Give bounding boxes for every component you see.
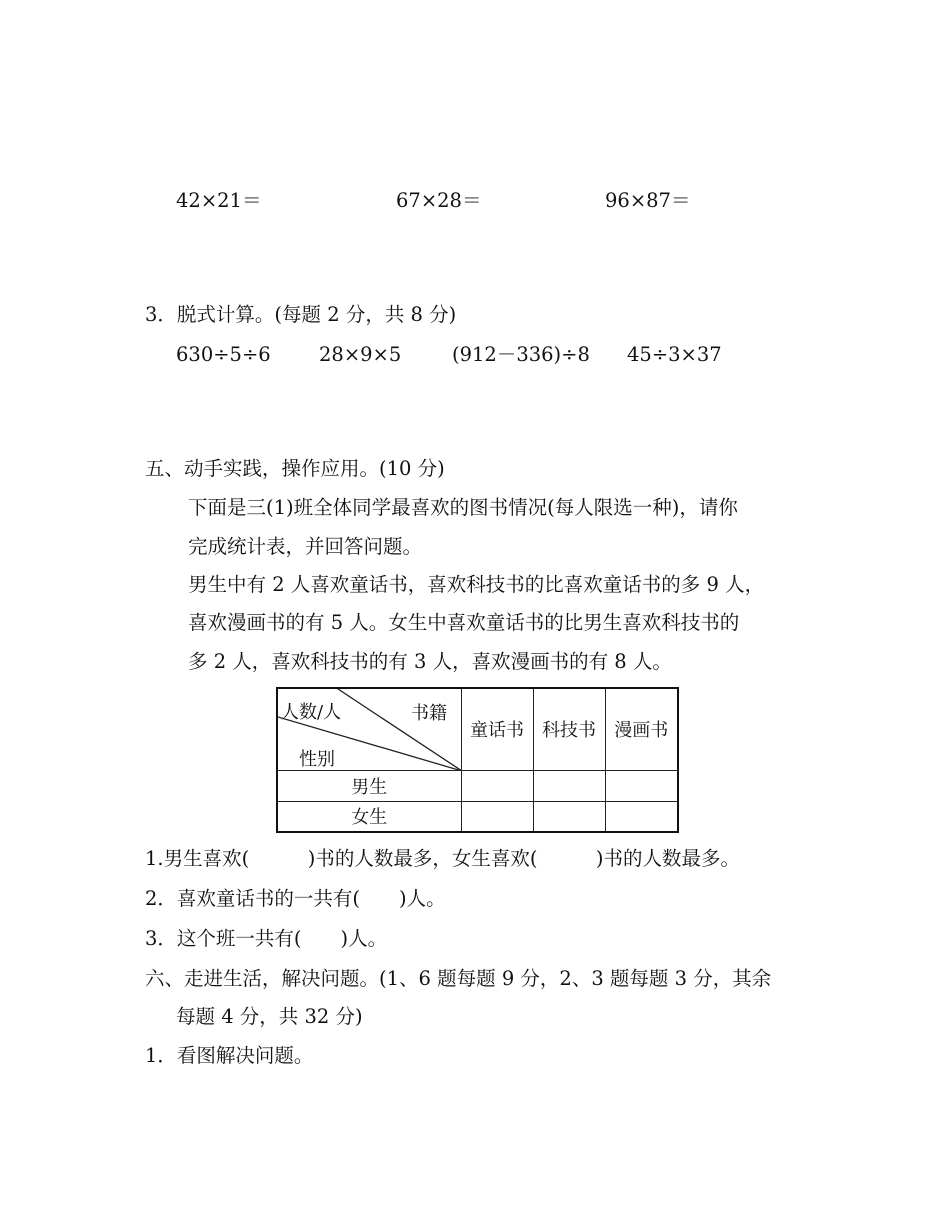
column-header-fairy-tale: 童话书 xyxy=(461,688,533,770)
calc-item-2: 67×28＝ xyxy=(396,189,482,212)
section5-heading: 五、动手实践，操作应用。(10 分) xyxy=(145,457,445,480)
table-cell-boys-comics[interactable] xyxy=(605,770,678,801)
row-header-girls: 女生 xyxy=(277,801,461,832)
table-cell-girls-fairy-tale[interactable] xyxy=(461,801,533,832)
section5-para-line-4: 喜欢漫画书的有 5 人。女生中喜欢童话书的比男生喜欢科技书的 xyxy=(188,611,740,634)
q3-heading: 3．脱式计算。(每题 2 分，共 8 分) xyxy=(145,303,457,326)
table-row xyxy=(277,801,678,832)
table-row xyxy=(277,770,678,801)
corner-label-books: 书籍 xyxy=(411,703,447,724)
table-cell-girls-comics[interactable] xyxy=(605,801,678,832)
table-cell-boys-fairy-tale[interactable] xyxy=(461,770,533,801)
column-header-science: 科技书 xyxy=(533,688,605,770)
section5-para-line-5: 多 2 人，喜欢科技书的有 3 人，喜欢漫画书的有 8 人。 xyxy=(188,650,672,673)
section6-heading-line-2: 每题 4 分，共 32 分) xyxy=(176,1005,363,1028)
section5-question-1: 1.男生喜欢( )书的人数最多，女生喜欢( )书的人数最多。 xyxy=(145,847,741,870)
section5-para-line-1: 下面是三(1)班全体同学最喜欢的图书情况(每人限选一种)，请你 xyxy=(188,496,738,519)
section5-question-3: 3．这个班一共有( )人。 xyxy=(145,927,388,950)
table-cell-boys-science[interactable] xyxy=(533,770,605,801)
section5-question-2: 2．喜欢童话书的一共有( )人。 xyxy=(145,887,446,910)
table-cell-girls-science[interactable] xyxy=(533,801,605,832)
corner-label-gender: 性别 xyxy=(299,749,335,770)
q3-item-3: (912－336)÷8 xyxy=(452,343,590,366)
row-header-boys: 男生 xyxy=(277,770,461,801)
q3-item-1: 630÷5÷6 xyxy=(176,343,271,366)
table-corner-cell xyxy=(277,688,461,770)
q3-item-4: 45÷3×37 xyxy=(627,343,722,366)
q3-item-2: 28×9×5 xyxy=(319,343,402,366)
column-header-comics: 漫画书 xyxy=(605,688,678,770)
section5-para-line-2: 完成统计表，并回答问题。 xyxy=(188,535,423,558)
section5-para-line-3: 男生中有 2 人喜欢童话书，喜欢科技书的比喜欢童话书的多 9 人， xyxy=(188,573,765,596)
calc-item-3: 96×87＝ xyxy=(605,189,691,212)
statistics-table xyxy=(276,687,677,832)
calc-item-1: 42×21＝ xyxy=(176,189,262,212)
section6-question-1: 1．看图解决问题。 xyxy=(145,1044,314,1067)
section6-heading-line-1: 六、走进生活，解决问题。(1、6 题每题 9 分，2、3 题每题 3 分，其余 xyxy=(145,967,772,990)
corner-label-count: 人数/人 xyxy=(281,702,342,723)
